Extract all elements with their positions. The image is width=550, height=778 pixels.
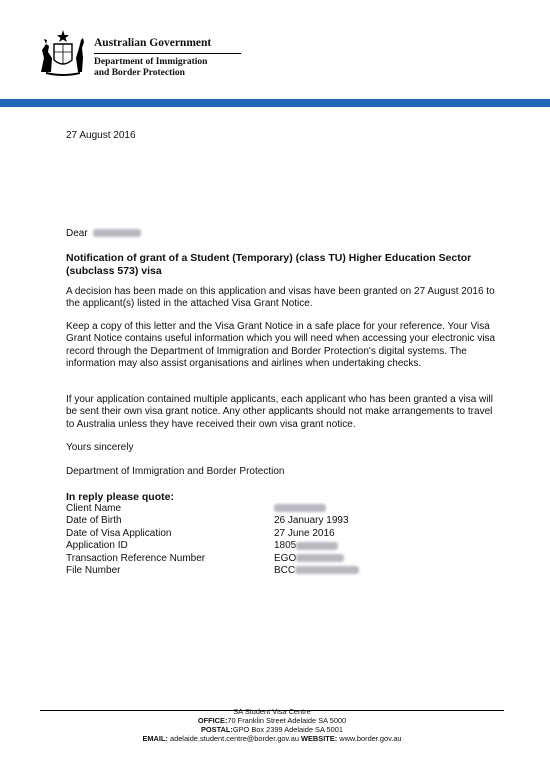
department-line-2: and Border Protection — [94, 68, 185, 78]
footer-email: adelaide.student.centre@border.gov.au — [169, 734, 299, 743]
reference-value-prefix: 1805 — [274, 540, 297, 552]
paragraph-multiple-applicants: If your application contained multiple applicants, each applicant who has been granted a visa will be sent their own visa grant notice. Any other applicants should not make arrangements to travel to Australia unless they have received their own visa grant notice. — [66, 394, 493, 430]
paragraph-keep-copy: Keep a copy of this letter and the Visa Grant Notice in a safe place for your reference. Your Visa Grant Notice contains useful information which you will need when accessing your electronic visa record through the Department of Immigration and Border Protection's digital systems. The information may also assist organisations and airlines when undertaking checks. — [66, 321, 496, 370]
reference-label: Transaction Reference Number — [66, 552, 206, 564]
reference-row — [66, 553, 500, 565]
reference-label: Application ID — [66, 540, 128, 552]
reference-row — [66, 503, 500, 515]
reference-label: Date of Visa Application — [66, 527, 172, 539]
reference-row — [66, 515, 500, 527]
coat-of-arms-icon — [38, 28, 88, 76]
footer-website: www.border.gov.au — [339, 734, 402, 743]
salutation — [66, 228, 500, 240]
reference-value — [274, 503, 326, 515]
reference-value: 27 June 2016 — [274, 527, 335, 539]
reference-label: File Number — [66, 564, 121, 576]
redacted-value — [295, 566, 359, 574]
letter-date: 27 August 2016 — [66, 130, 136, 141]
reference-value-prefix: EGO — [274, 552, 297, 564]
reference-row — [66, 528, 500, 540]
reference-value-prefix: BCC — [274, 564, 296, 576]
footer-centre: SA Student Visa Centre — [233, 707, 311, 716]
reply-heading: In reply please quote: — [66, 491, 174, 503]
department-line-1: Department of Immigration — [94, 57, 208, 67]
reference-value — [274, 565, 359, 577]
letterhead — [38, 28, 278, 80]
subject-heading — [66, 252, 500, 278]
redacted-name — [93, 229, 141, 237]
redacted-value — [296, 542, 338, 550]
closing: Yours sincerely — [66, 442, 134, 453]
reference-label: Client Name — [66, 503, 122, 514]
footer — [40, 707, 504, 743]
reference-value — [274, 540, 338, 552]
header-divider — [94, 53, 241, 54]
subject-line-1: Notification of grant of a Student (Temporary) (class TU) Higher Education Sector — [66, 252, 472, 264]
subject-line-2: (subclass 573) visa — [66, 265, 162, 277]
signatory: Department of Immigration and Border Protection — [66, 466, 285, 477]
government-title: Australian Government — [94, 37, 212, 49]
paragraph-decision: A decision has been made on this application and visas have been granted on 27 August 2016 to the applicant(s) listed in the attached Visa Grant Notice. — [66, 286, 495, 310]
reference-value: 26 January 1993 — [274, 515, 349, 527]
footer-office: OFFICE:70 Franklin Street Adelaide SA 5000 — [197, 716, 347, 725]
reference-label: Date of Birth — [66, 515, 122, 527]
department-name — [94, 57, 207, 79]
reference-row — [66, 565, 500, 577]
footer-postal: POSTAL:GPO Box 2399 Adelaide SA 5001 — [200, 725, 343, 734]
accent-bar — [0, 99, 550, 107]
redacted-value — [274, 504, 326, 512]
footer-contact: EMAIL: adelaide.student.centre@border.gov.au WEBSITE: www.border.gov.au — [142, 734, 402, 743]
redacted-value — [296, 554, 344, 562]
reference-row — [66, 540, 500, 552]
salutation-text: Dear — [66, 228, 88, 239]
reply-reference-block — [66, 491, 500, 577]
reference-value — [274, 553, 344, 565]
